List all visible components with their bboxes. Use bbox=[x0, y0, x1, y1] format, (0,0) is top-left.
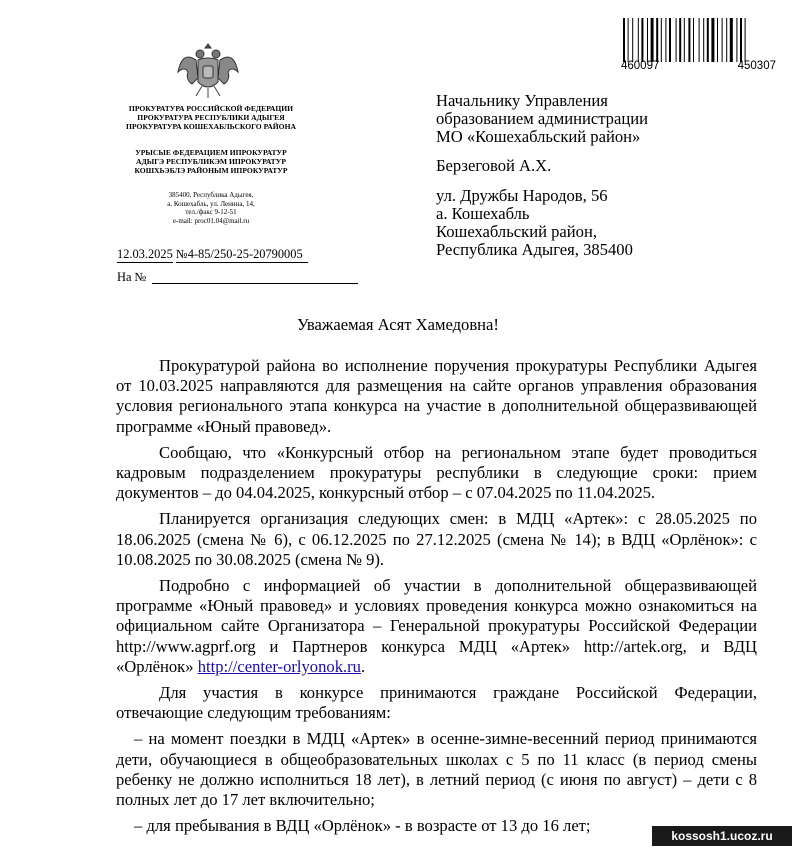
requirement-item: – для пребывания в ВДЦ «Орлёнок» - в возрасте от 13 до 16 лет; bbox=[134, 816, 591, 836]
salutation: Уважаемая Асят Хамедовна! bbox=[297, 315, 499, 334]
org-ad-line: КОШХЬЭБЛЭ РАЙОНЫМ ИПРОКУРАТУР bbox=[134, 166, 288, 176]
barcode-bar bbox=[707, 18, 709, 62]
registration-number: №4-85/250-25-20790005 bbox=[176, 247, 308, 263]
addressee-address-line: Республика Адыгея, 385400 bbox=[436, 240, 633, 259]
barcode-bar bbox=[693, 18, 694, 62]
body-paragraph: Планируется организация следующих смен: в МДЦ «Артек»: с 28.05.2025 по 18.06.2025 (смена № 6), с 06.12.2025 по 27.12.2025 (смена № 14); в ВДЦ «Орлёнок»: с 10.08.2025 по 30.08.2025 (смена № 9). bbox=[116, 509, 757, 569]
addressee-address-line: а. Кошехабль bbox=[436, 204, 530, 223]
barcode bbox=[621, 18, 776, 62]
barcode-bar bbox=[688, 18, 690, 62]
org-ad-line: АДЫГЭ РЕСПУБЛИКЭМ ИПРОКУРАТУР bbox=[136, 157, 286, 167]
barcode-bar bbox=[623, 18, 625, 62]
registration-line bbox=[117, 247, 308, 263]
info-paragraph-text: Подробно с информацией об участии в дополнительной общеразвивающей программе «Юный правовед» и условиях проведения конкурса можно ознакомиться на официальном сайте Организатора – Генеральной прокуратуры Российской Федерации http://www.agprf.org и Партнеров конкурса МДЦ «Артек» http://artek.org, и ВДЦ «Орлёнок» bbox=[116, 576, 757, 676]
registration-date: 12.03.2025 bbox=[117, 247, 173, 261]
barcode-bar bbox=[736, 18, 737, 62]
addressee-address bbox=[436, 187, 633, 259]
barcode-bar bbox=[730, 18, 733, 62]
body-paragraph: Прокуратурой района во исполнение поручения прокуратуры Республики Адыгея от 10.03.2025 направляются для размещения на сайте органов управления образования условия регионального этапа конкурса на участие в дополнительной общеразвивающей программе «Юный правовед». bbox=[116, 356, 757, 436]
addressee-name bbox=[436, 157, 551, 175]
addressee-address-line: ул. Дружбы Народов, 56 bbox=[436, 186, 608, 205]
reference-line bbox=[117, 270, 358, 285]
barcode-bar bbox=[665, 18, 666, 62]
addressee-position-line: МО «Кошехабльский район» bbox=[436, 127, 641, 146]
coat-of-arms-emblem bbox=[176, 38, 240, 104]
barcode-bar bbox=[676, 18, 677, 62]
site-watermark: kossosh1.ucoz.ru bbox=[652, 826, 792, 846]
address-line: тел./факс 9-12-51 bbox=[185, 208, 237, 217]
barcode-bar bbox=[722, 18, 723, 62]
info-paragraph bbox=[116, 576, 757, 677]
barcode-bar bbox=[679, 18, 681, 62]
barcode-bar bbox=[661, 18, 662, 62]
prosecutor-org-name-ru bbox=[112, 104, 310, 132]
addressee-position bbox=[436, 92, 648, 146]
addressee-name-text: Берзеговой А.Х. bbox=[436, 156, 552, 175]
barcode-bar bbox=[647, 18, 648, 62]
prosecutor-org-name-adyghe bbox=[112, 148, 310, 176]
requirement-item: – на момент поездки в МДЦ «Артек» в осенне-зимне-весенний период принимаются дети, обучающиеся в общеобразовательных школах с 5 по 11 класс (в период смены ребенку не должно исполниться 18 лет), в летний период (с июня по август) – дети с 8 полных лет до 17 лет включительно; bbox=[116, 729, 757, 810]
requirements-intro: Для участия в конкурсе принимаются граждане Российской Федерации, отвечающие следующим требованиям: bbox=[116, 683, 757, 723]
barcode-bar bbox=[745, 18, 746, 62]
barcode-bar bbox=[632, 18, 633, 62]
barcode-bar bbox=[740, 18, 742, 62]
body-paragraph: Сообщаю, что «Конкурсный отбор на региональном этапе будет проводиться кадровым подразделением прокуратуры республики в следующие сроки: прием документов – до 04.04.2025, конкурсный отбор – с 07.04.2025 по 11.04.2025. bbox=[116, 442, 757, 503]
address-line: 385400, Республика Адыгея, bbox=[168, 191, 254, 199]
barcode-bar bbox=[684, 18, 685, 62]
barcode-bar bbox=[669, 18, 671, 62]
barcode-bar bbox=[656, 18, 658, 62]
prosecutor-address bbox=[112, 191, 310, 226]
address-line: а. Кошехабль, ул. Ленина, 14, bbox=[167, 199, 255, 208]
barcode-left-number: 460097 bbox=[621, 60, 660, 72]
info-paragraph-tail: . bbox=[360, 656, 366, 676]
barcode-bar bbox=[651, 18, 654, 62]
org-ru-line: ПРОКУРАТУРА РОССИЙСКОЙ ФЕДЕРАЦИИ bbox=[128, 104, 294, 113]
reference-blank bbox=[152, 270, 358, 284]
barcode-bar bbox=[638, 18, 639, 62]
orlyonok-link[interactable]: http://center-orlyonok.ru bbox=[197, 656, 361, 676]
reference-label: На № bbox=[117, 270, 147, 284]
org-ad-line: УРЫСЫЕ ФЕДЕРАЦИЕМ ИПРОКУРАТУР bbox=[135, 148, 287, 157]
barcode-bar bbox=[711, 18, 714, 62]
barcode-bar bbox=[699, 18, 700, 62]
barcode-bar bbox=[726, 18, 727, 62]
barcode-numbers bbox=[621, 60, 776, 72]
barcode-bar bbox=[703, 18, 704, 62]
addressee-position-line: образованием администрации bbox=[436, 109, 648, 128]
barcode-bar bbox=[641, 18, 643, 62]
address-line: e-mail: proc01.04@mail.ru bbox=[172, 217, 250, 226]
barcode-right-number: 450307 bbox=[737, 60, 776, 72]
addressee-address-line: Кошехабльский район, bbox=[436, 222, 597, 241]
addressee-position-line: Начальнику Управления bbox=[436, 91, 608, 110]
barcode-bar bbox=[717, 18, 718, 62]
letter-body bbox=[116, 356, 757, 842]
org-ru-line: ПРОКУРАТУРА РЕСПУБЛИКИ АДЫГЕЯ bbox=[137, 113, 285, 123]
org-ru-line: ПРОКУРАТУРА КОШЕХАБЛЬСКОГО РАЙОНА bbox=[126, 122, 296, 132]
barcode-bar bbox=[628, 18, 629, 62]
